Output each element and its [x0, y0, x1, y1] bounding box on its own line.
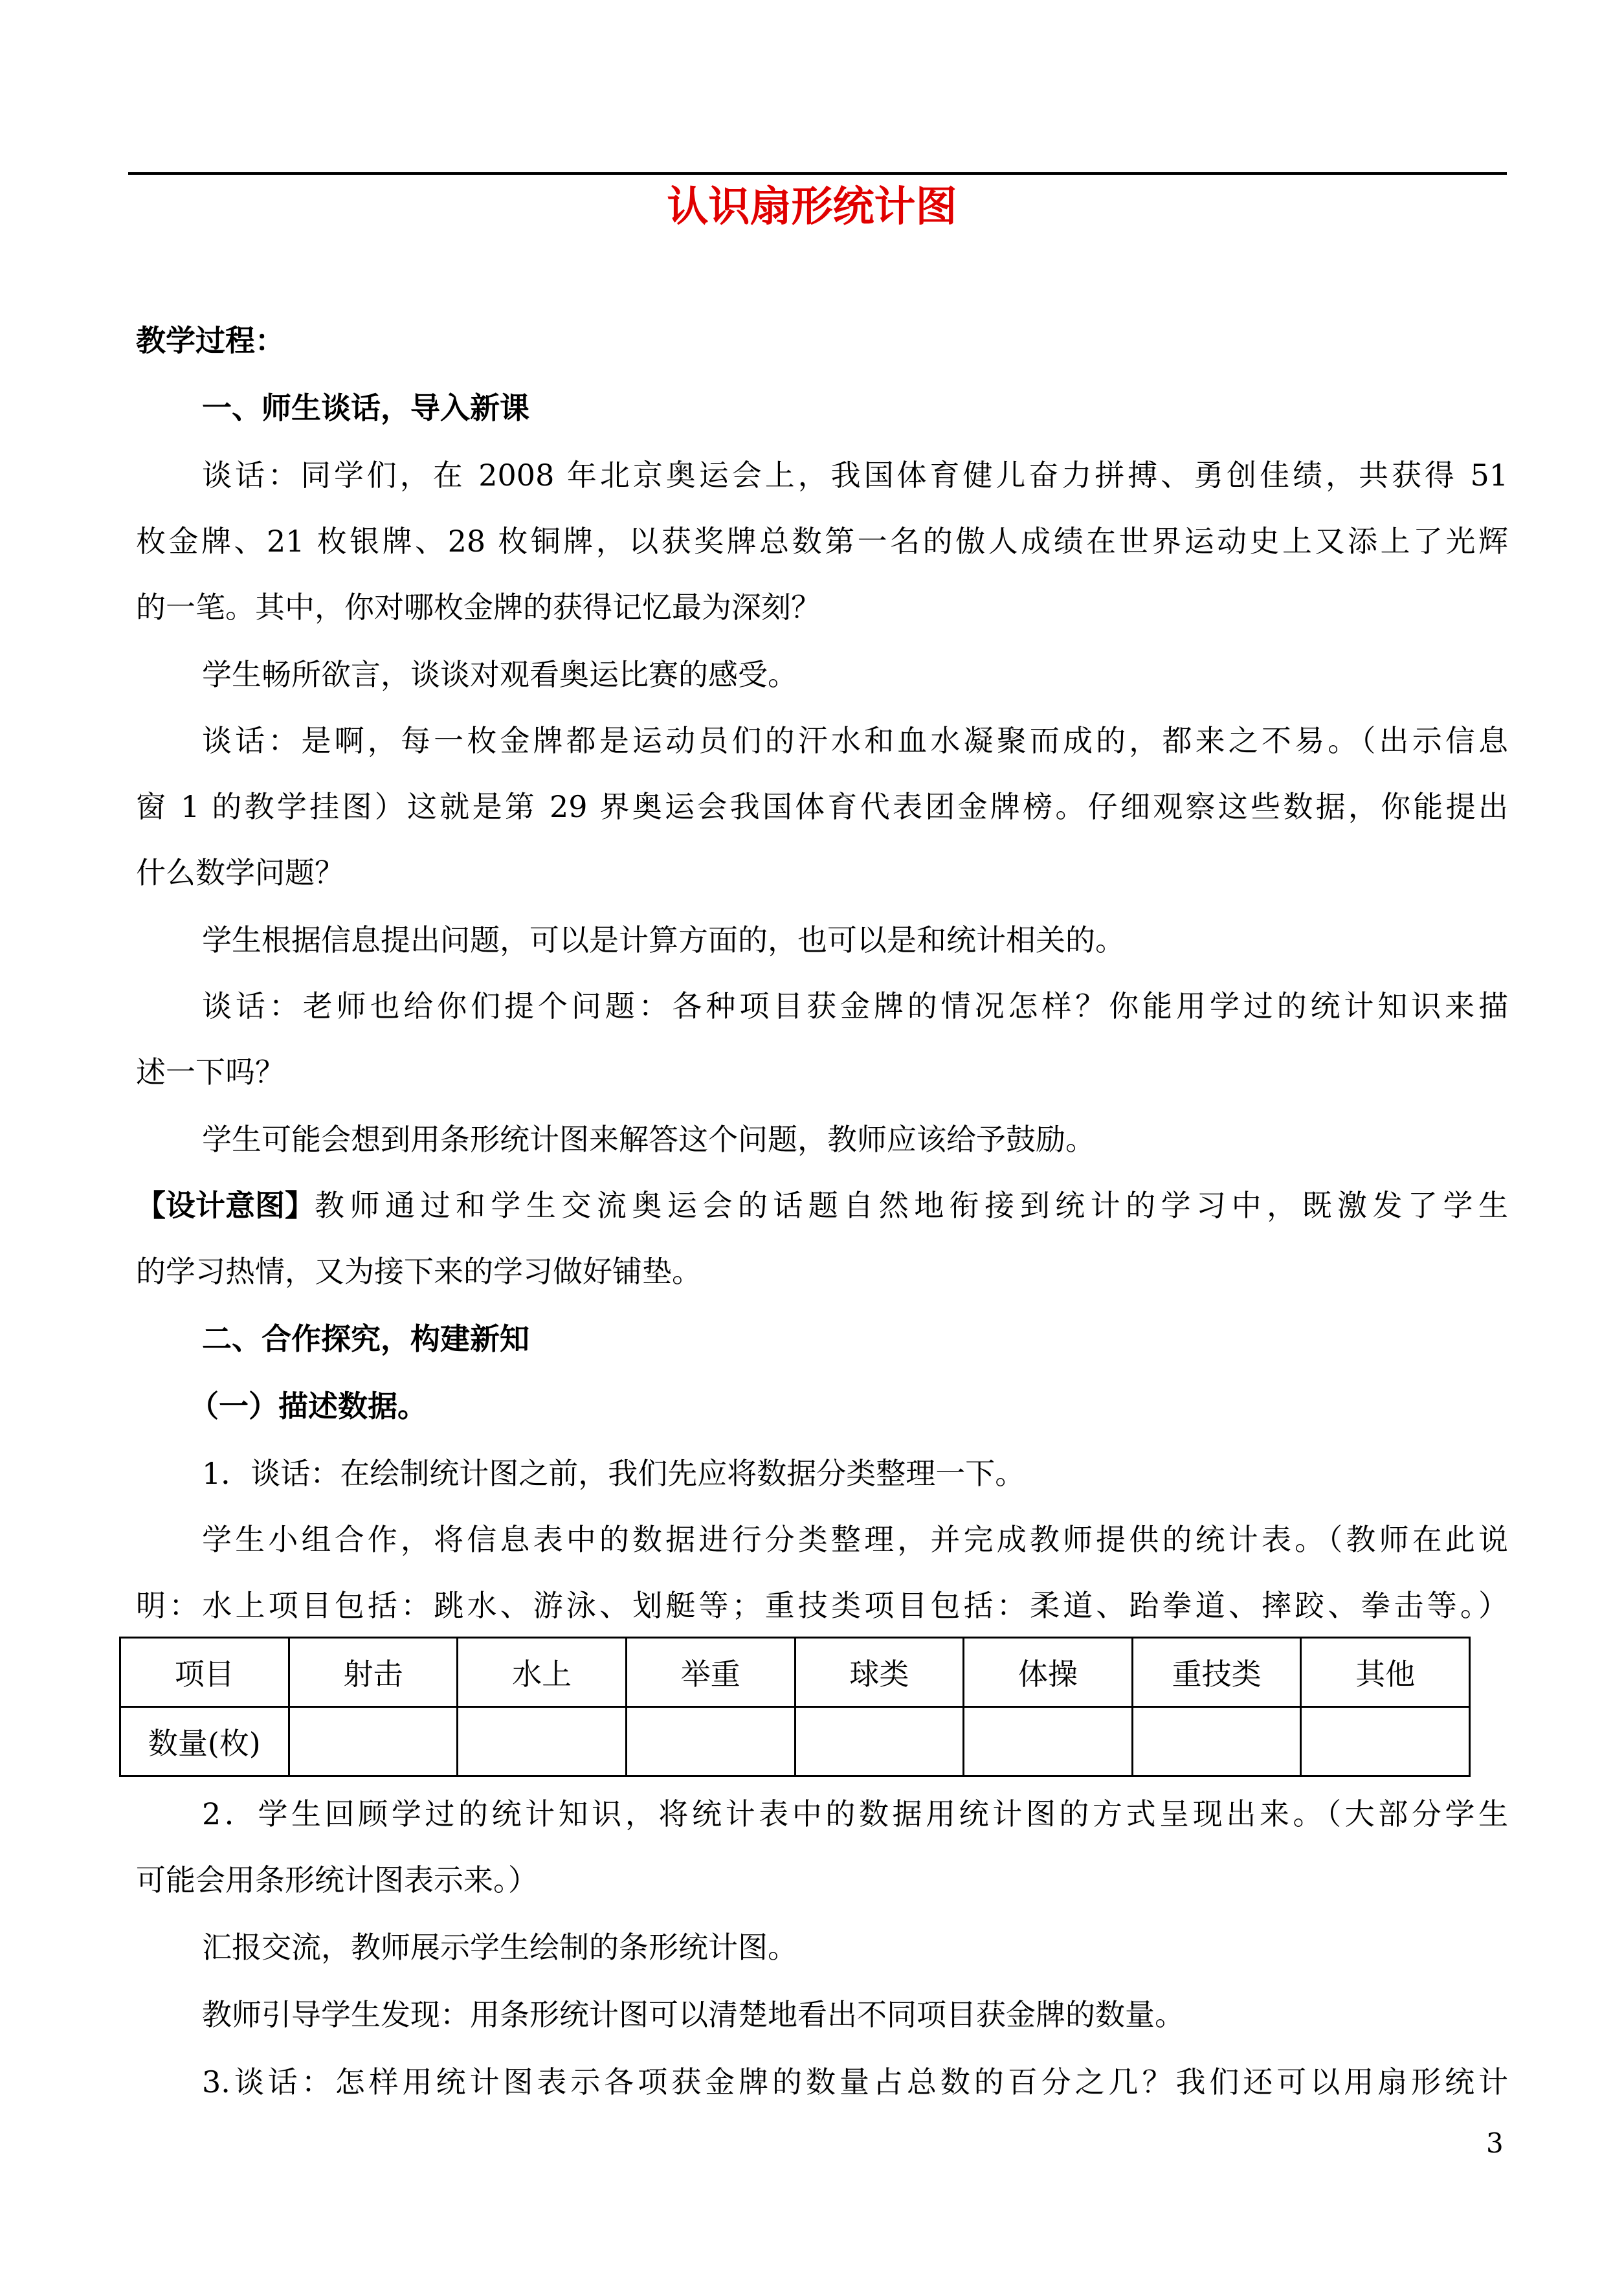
paragraph-10: 汇报交流，教师展示学生绘制的条形统计图。	[202, 1930, 797, 1965]
table-header-cell: 项目	[120, 1638, 289, 1707]
paragraph-5-line-2: 述一下吗？	[136, 1055, 285, 1090]
heading-teaching-process: 教学过程：	[136, 323, 285, 358]
paragraph-11: 教师引导学生发现：用条形统计图可以清楚地看出不同项目获金牌的数量。	[202, 1997, 1185, 2032]
design-intent-label: 【设计意图】	[136, 1188, 315, 1223]
table-empty-cell[interactable]	[964, 1707, 1133, 1776]
document-title: 认识扇形统计图	[667, 183, 957, 231]
design-intent-text: 教师通过和学生交流奥运会的话题自然地衔接到统计的学习中，既激发了学生	[315, 1188, 1508, 1223]
statistics-table	[119, 1637, 1471, 1777]
section-heading-2: 二、合作探究，构建新知	[202, 1321, 529, 1356]
paragraph-2: 学生畅所欲言，谈谈对观看奥运比赛的感受。	[202, 657, 797, 692]
paragraph-12: 3.谈话：怎样用统计图表示各项获金牌的数量占总数的百分之几？我们还可以用扇形统计	[202, 2064, 1508, 2099]
table-empty-cell[interactable]	[795, 1707, 964, 1776]
paragraph-7: 1．谈话：在绘制统计图之前，我们先应将数据分类整理一下。	[202, 1456, 1025, 1491]
table-header-cell: 重技类	[1132, 1638, 1301, 1707]
table-header-cell: 举重	[626, 1638, 795, 1707]
paragraph-4: 学生根据信息提出问题，可以是计算方面的，也可以是和统计相关的。	[202, 923, 1125, 957]
table-row-label: 数量(枚)	[120, 1707, 289, 1776]
table-header-cell: 其他	[1301, 1638, 1470, 1707]
table-empty-cell[interactable]	[1132, 1707, 1301, 1776]
paragraph-1-line-3: 的一笔。其中，你对哪枚金牌的获得记忆最为深刻？	[136, 590, 821, 625]
design-intent-line-2: 的学习热情，又为接下来的学习做好铺垫。	[136, 1254, 702, 1289]
paragraph-8-line-2: 明：水上项目包括：跳水、游泳、划艇等；重技类项目包括：柔道、跆拳道、摔跤、拳击等。）	[136, 1588, 1508, 1623]
section-heading-1: 一、师生谈话，导入新课	[202, 390, 529, 425]
paragraph-3-line-3: 什么数学问题？	[136, 855, 344, 890]
paragraph-8-line-1: 学生小组合作，将信息表中的数据进行分类整理，并完成教师提供的统计表。（教师在此说	[202, 1522, 1508, 1557]
paragraph-3-line-2: 窗 1 的教学挂图）这就是第 29 界奥运会我国体育代表团金牌榜。仔细观察这些数据，你能提出	[136, 789, 1508, 824]
table-header-cell: 射击	[289, 1638, 458, 1707]
paragraph-3-line-1: 谈话：是啊，每一枚金牌都是运动员们的汗水和血水凝聚而成的，都来之不易。（出示信息	[202, 723, 1508, 758]
page-number: 3	[1486, 2127, 1504, 2159]
paragraph-6: 学生可能会想到用条形统计图来解答这个问题，教师应该给予鼓励。	[202, 1122, 1095, 1157]
table-header-row	[120, 1638, 1470, 1707]
table-row	[120, 1707, 1470, 1776]
paragraph-9-line-1: 2．学生回顾学过的统计知识，将统计表中的数据用统计图的方式呈现出来。（大部分学生	[202, 1796, 1508, 1831]
table-header-cell: 球类	[795, 1638, 964, 1707]
table-empty-cell[interactable]	[1301, 1707, 1470, 1776]
design-intent-line-1	[136, 1185, 1508, 1226]
paragraph-9-line-2: 可能会用条形统计图表示来。）	[136, 1862, 538, 1897]
table-header-cell: 水上	[458, 1638, 627, 1707]
table-header-cell: 体操	[964, 1638, 1133, 1707]
paragraph-5-line-1: 谈话：老师也给你们提个问题：各种项目获金牌的情况怎样？你能用学过的统计知识来描	[202, 989, 1508, 1023]
subsection-heading-1: （一）描述数据。	[189, 1389, 427, 1424]
paragraph-1-line-2: 枚金牌、21 枚银牌、28 枚铜牌，以获奖牌总数第一名的傲人成绩在世界运动史上又添上了光辉	[136, 524, 1508, 559]
table-empty-cell[interactable]	[289, 1707, 458, 1776]
paragraph-1-line-1: 谈话：同学们，在 2008 年北京奥运会上，我国体育健儿奋力拼搏、勇创佳绩，共获得 51	[202, 458, 1508, 493]
table-empty-cell[interactable]	[626, 1707, 795, 1776]
table-empty-cell[interactable]	[458, 1707, 627, 1776]
